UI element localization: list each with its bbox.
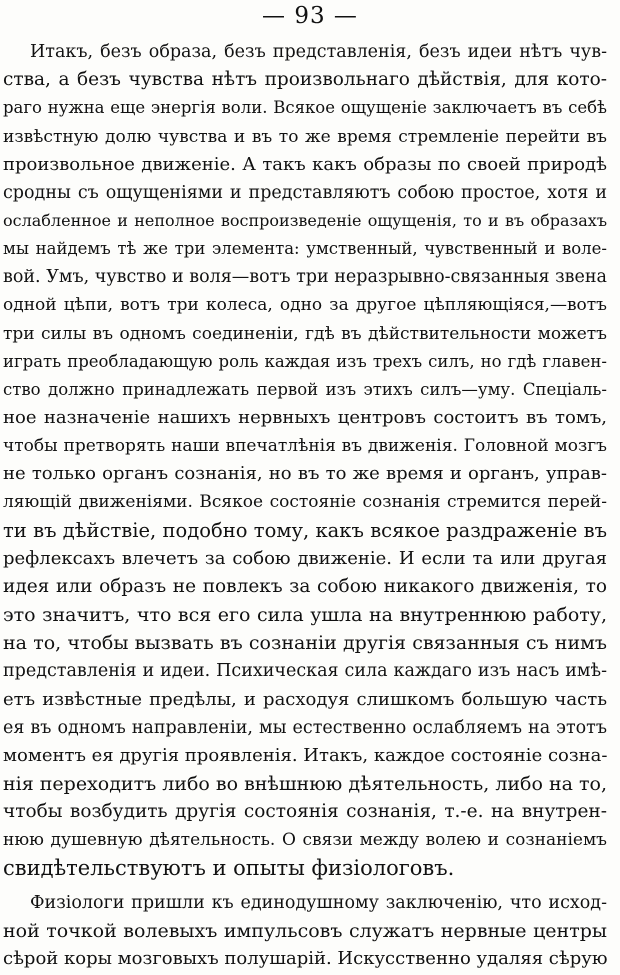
text-line: ти въ дѣйствіе, подобно тому, какъ всякое раздраженіе въ [3, 518, 607, 542]
text-line: чтобы возбудить другія состоянія сознанія, т.-е. на внутрен- [3, 801, 607, 823]
text-line: извѣстную долю чувства и въ то же время стремленіе перейти въ [3, 126, 607, 147]
text-line: на то, чтобы вызвать въ сознаніи другія связанныя съ нимъ [3, 632, 607, 655]
text-line: раго нужна еще энергія воли. Всякое ощущеніе заключаетъ въ себѣ [3, 98, 607, 118]
text-line: нія переходитъ либо во внѣшнюю дѣятельность, либо на то, [3, 772, 607, 795]
text-line: не только органъ сознанія, но въ то же время и органъ, управ- [3, 463, 607, 485]
text-line: чтобы претворять наши впечатлѣнія въ движенія. Головной мозгъ [3, 436, 607, 457]
text-line: сѣрой коры мозговыхъ полушарій. Искусственно удаляя сѣрую [3, 947, 607, 969]
text-line: Физіологи пришли къ единодушному заключенію, что исход- [30, 892, 607, 913]
text-line: ляющій движеніями. Всякое состояніе сознанія стремится перей- [3, 492, 607, 513]
text-line: нюю душевную дѣятельность. О связи между волею и сознаніемъ [3, 830, 607, 851]
text-line: ослабленное и неполное воспроизведеніе ощущенія, то и въ образахъ [3, 210, 607, 230]
text-line: одной цѣпи, вотъ три колеса, одно за другое цѣпляющіяся,—вотъ [3, 295, 607, 316]
text-line: произвольное движеніе. А такъ какъ образы по своей природѣ [3, 153, 607, 175]
text-line: ной точкой волевыхъ импульсовъ служатъ нервные центры [3, 919, 607, 942]
text-line: етъ извѣстные предѣлы, и расходуя слишкомъ большую часть [3, 688, 607, 710]
text-line: представленія и идеи. Психическая сила каждаго изъ насъ имѣ- [3, 661, 607, 682]
text-line: сродны съ ощущеніями и представляютъ собою простое, хотя и [3, 182, 607, 203]
text-line: ства, а безъ чувства нѣтъ произвольнаго дѣйствія, для кото- [3, 69, 607, 91]
text-line: Итакъ, безъ образа, безъ представленія, безъ идеи нѣтъ чув- [30, 42, 607, 62]
text-line: ное назначеніе нашихъ нервныхъ центровъ состоитъ въ томъ, [3, 407, 607, 428]
page-number: — 93 — [262, 3, 358, 29]
text-line: это значитъ, что вся его сила ушла на внутреннюю работу, [3, 604, 607, 626]
text-line: идея или образъ не повлекъ за собою никакого движенія, то [3, 575, 607, 597]
text-line: играть преобладающую роль каждая изъ трехъ силъ, но гдѣ главен- [3, 351, 607, 371]
text-line: рефлексахъ влечетъ за собою движеніе. И если та или другая [3, 547, 607, 569]
text-line: ея въ одномъ направленіи, мы естественно ослабляемъ на этотъ [3, 717, 607, 738]
text-line: три силы въ одномъ соединеніи, гдѣ въ дѣйствительности можетъ [3, 323, 607, 344]
text-line: вой. Умъ, чувство и воля—вотъ три неразрывно-связанныя звена [3, 267, 607, 288]
text-line: моментъ ея другія проявленія. Итакъ, каждое состояніе созна- [3, 744, 607, 766]
text-line: свидѣтельствуютъ и опыты физіологовъ. [3, 856, 455, 881]
text-line: мы найдемъ тѣ же три элемента: умственный, чувственный и воле- [3, 239, 607, 259]
text-line: ство должно принадлежать первой изъ этихъ силъ—уму. Спеціаль- [3, 379, 607, 399]
